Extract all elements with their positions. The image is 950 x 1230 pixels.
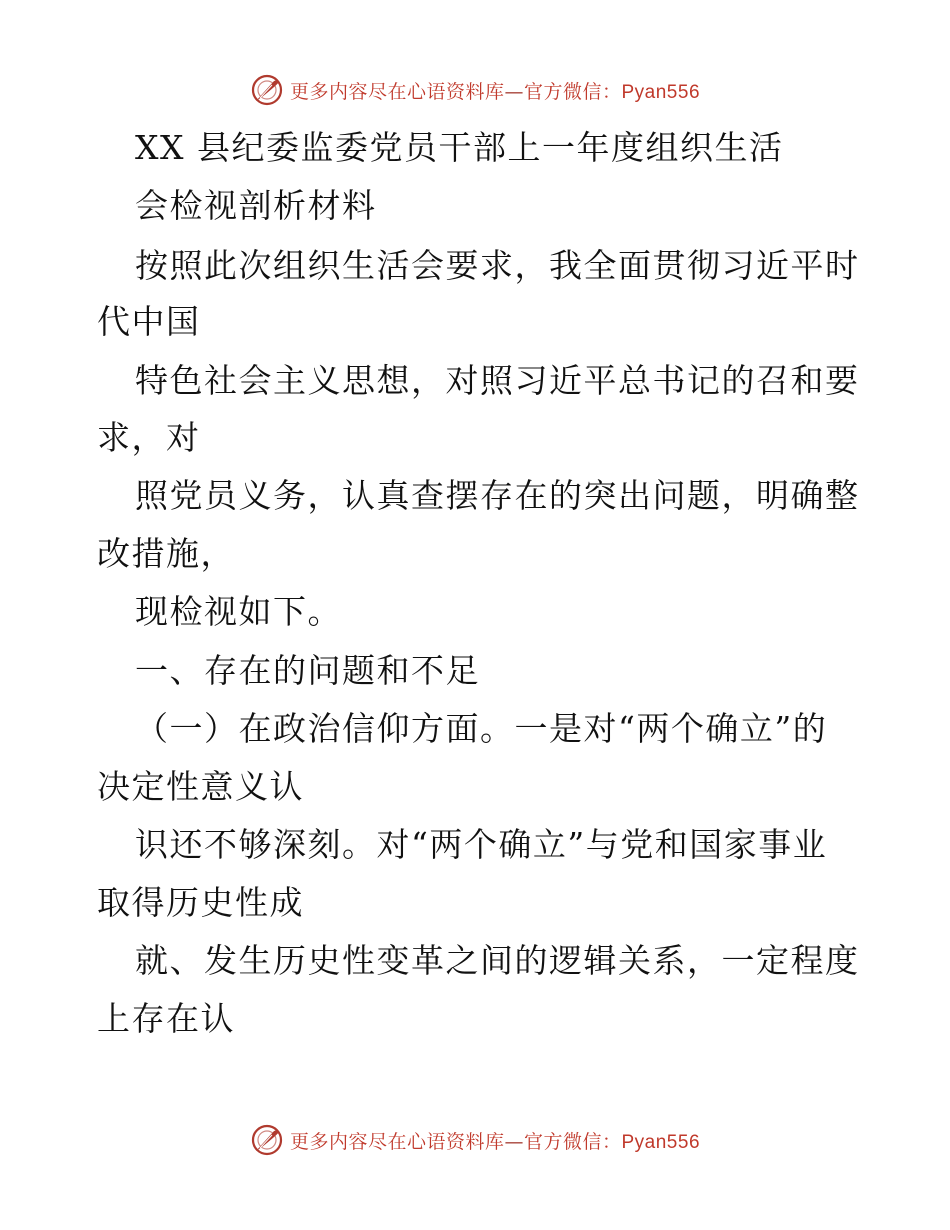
paragraph-line: （一）在政治信仰方面。一是对“两个确立”的: [135, 709, 828, 748]
paragraph-line: 取得历史性成: [97, 883, 304, 922]
quill-circle-logo-icon: [250, 73, 284, 107]
paragraph-line: 就、发生历史性变革之间的逻辑关系，一定程度: [135, 941, 860, 980]
header-banner: [0, 70, 950, 110]
header-banner-separator: —: [504, 80, 524, 103]
header-banner-label: 官方微信：: [523, 80, 622, 103]
paragraph-line: 求，对: [97, 418, 201, 457]
paragraph-line: 按照此次组织生活会要求，我全面贯彻习近平时: [135, 246, 860, 285]
paragraph-line: 代中国: [97, 302, 201, 341]
paragraph-line: 特色社会主义思想，对照习近平总书记的召和要: [135, 361, 860, 400]
paragraph-line: 识还不够深刻。对“两个确立”与党和国家事业: [135, 825, 828, 864]
header-banner-handle: Pyan556: [621, 81, 701, 103]
section-heading: 一、存在的问题和不足: [135, 651, 480, 690]
header-banner-text: [290, 77, 700, 104]
footer-banner-handle: Pyan556: [621, 1131, 701, 1153]
paragraph-line: 改措施，: [97, 534, 235, 573]
footer-banner: [0, 1120, 950, 1160]
footer-banner-cn: 更多内容尽在心语资料库: [289, 1130, 505, 1153]
footer-banner-separator: —: [504, 1130, 524, 1153]
footer-banner-label: 官方微信：: [523, 1130, 622, 1153]
footer-banner-text: [290, 1127, 700, 1154]
paragraph-line: 现检视如下。: [135, 592, 342, 631]
header-banner-cn: 更多内容尽在心语资料库: [289, 80, 505, 103]
paragraph-line: 决定性意义认: [97, 767, 304, 806]
document-title-line-2: 会检视剖析材料: [135, 186, 377, 225]
quill-circle-logo-icon: [250, 1123, 284, 1157]
document-title-line-1: XX 县纪委监委党员干部上一年度组织生活: [135, 128, 784, 167]
paragraph-line: 上存在认: [97, 999, 235, 1038]
paragraph-line: 照党员义务，认真查摆存在的突出问题，明确整: [135, 476, 860, 515]
